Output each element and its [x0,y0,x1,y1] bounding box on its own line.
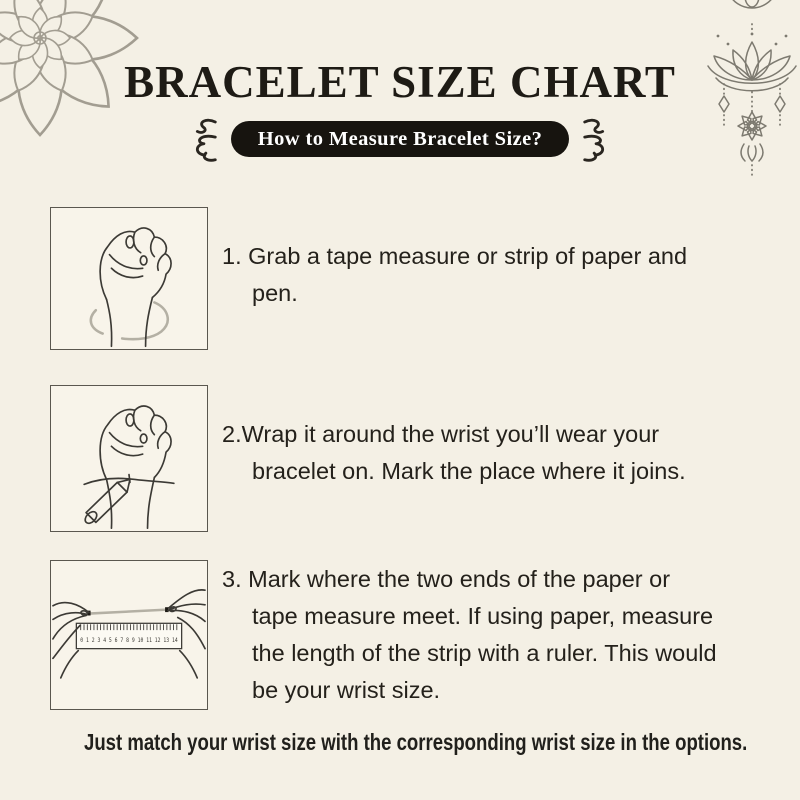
step-3-line-2: tape measure meet. If using paper, measure [252,603,714,629]
step-1-line-2: pen. [252,280,298,306]
step-2-number: 2. [222,421,242,447]
step-3-line-1: 3. Mark where the two ends of the paper or [222,566,671,592]
step-3-text [222,561,800,709]
step-3-line-4: be your wrist size. [252,677,441,703]
fist-with-tape-loop-illustration [51,208,207,349]
fist-with-pen-illustration [51,386,207,531]
step-3-number: 3. [222,566,242,592]
step-1-number: 1. [222,243,242,269]
page-title: BRACELET SIZE CHART [124,57,676,107]
badge-row [0,116,800,162]
step-2-line-1: 2.Wrap it around the wrist you’ll wear your [222,421,660,447]
step-3-line-3: the length of the strip with a ruler. This would [252,640,717,666]
flourish-left-icon [186,116,220,162]
flourish-right-icon [580,116,614,162]
step-1-illustration-box [50,207,208,350]
step-2-line-2: bracelet on. Mark the place where it joins. [252,458,686,484]
hands-with-ruler-illustration [51,561,207,709]
step-2-illustration-box [50,385,208,532]
footer-note: Just match your wrist size with the corresponding wrist size in the options. [84,729,748,755]
step-1-line-1: 1. Grab a tape measure or strip of paper and [222,243,688,269]
step-1-text [222,238,800,312]
step-3-illustration-box [50,560,208,710]
step-2-text [222,416,800,490]
ruler-numbers: 0 1 2 3 4 5 6 7 8 9 10 11 12 13 14 [80,637,179,644]
how-to-measure-badge: How to Measure Bracelet Size? [231,121,569,157]
